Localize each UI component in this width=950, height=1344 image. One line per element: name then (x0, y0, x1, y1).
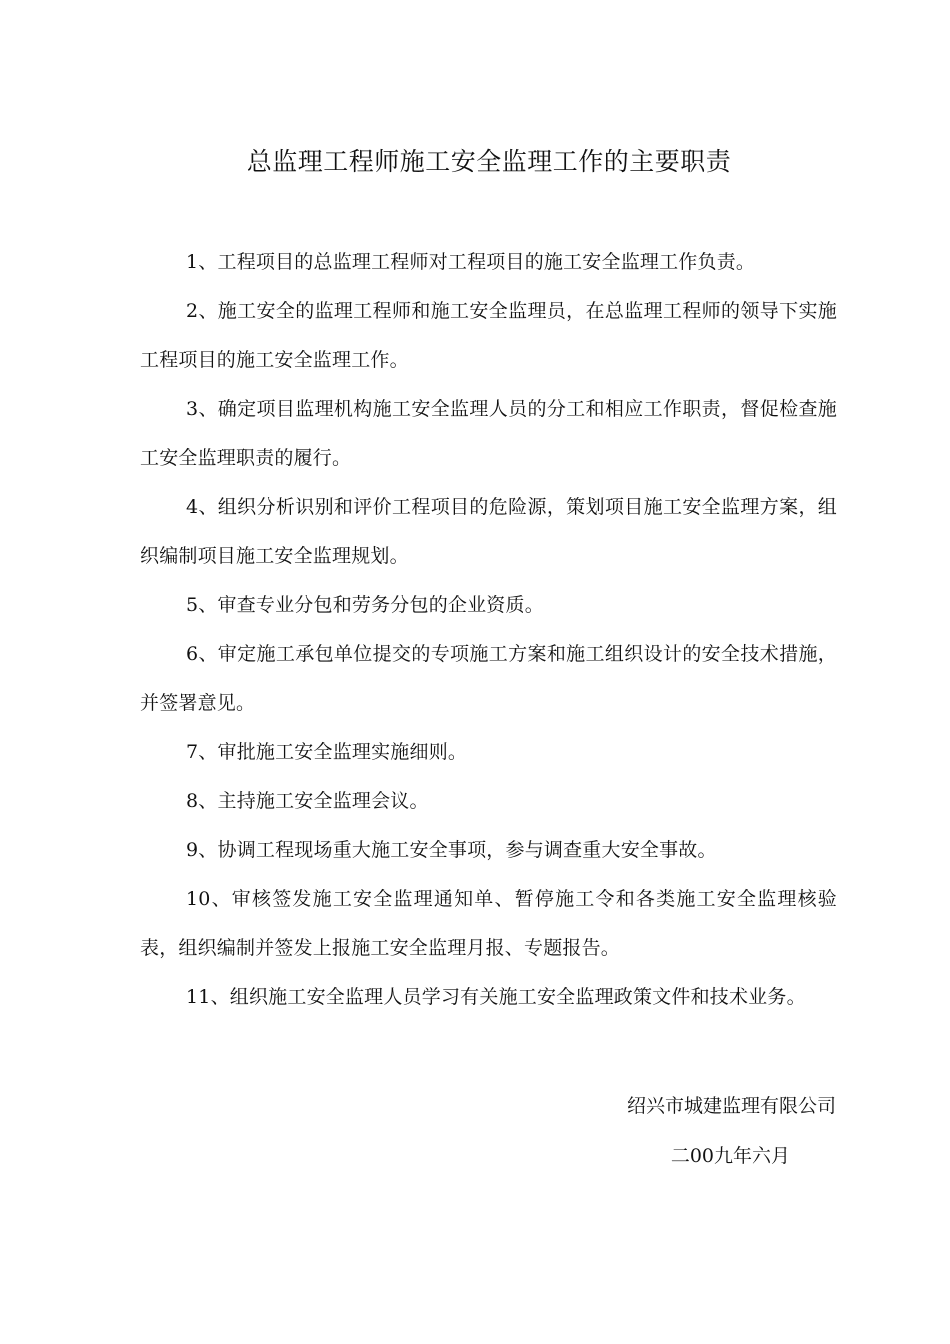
paragraph-9: 9、协调工程现场重大施工安全事项，参与调查重大安全事故。 (186, 839, 717, 861)
document-body (140, 238, 837, 1022)
paragraph-11: 11、组织施工安全监理人员学习有关施工安全监理政策文件和技术业务。 (186, 986, 806, 1008)
signature-company: 绍兴市城建监理有限公司 (626, 1095, 836, 1117)
paragraph-1: 1、工程项目的总监理工程师对工程项目的施工安全监理工作负责。 (186, 251, 756, 273)
paragraph-8: 8、主持施工安全监理会议。 (186, 790, 429, 812)
signature-date: 二00九年六月 (670, 1145, 790, 1167)
paragraph-5: 5、审查专业分包和劳务分包的企业资质。 (186, 594, 544, 616)
paragraph-4: 4、组织分析识别和评价工程项目的危险源，策划项目施工安全监理方案，组织编制项目施工安全监理规划。 (140, 496, 837, 567)
paragraph-10: 10、审核签发施工安全监理通知单、暂停施工令和各类施工安全监理核验表，组织编制并签发上报施工安全监理月报、专题报告。 (140, 888, 837, 959)
paragraph-3: 3、确定项目监理机构施工安全监理人员的分工和相应工作职责，督促检查施工安全监理职责的履行。 (140, 398, 837, 469)
paragraph-7: 7、审批施工安全监理实施细则。 (186, 741, 468, 763)
document-title: 总监理工程师施工安全监理工作的主要职责 (246, 147, 732, 176)
paragraph-6: 6、审定施工承包单位提交的专项施工方案和施工组织设计的安全技术措施，并签署意见。 (140, 643, 837, 714)
paragraph-2: 2、施工安全的监理工程师和施工安全监理员，在总监理工程师的领导下实施工程项目的施工安全监理工作。 (140, 300, 837, 371)
